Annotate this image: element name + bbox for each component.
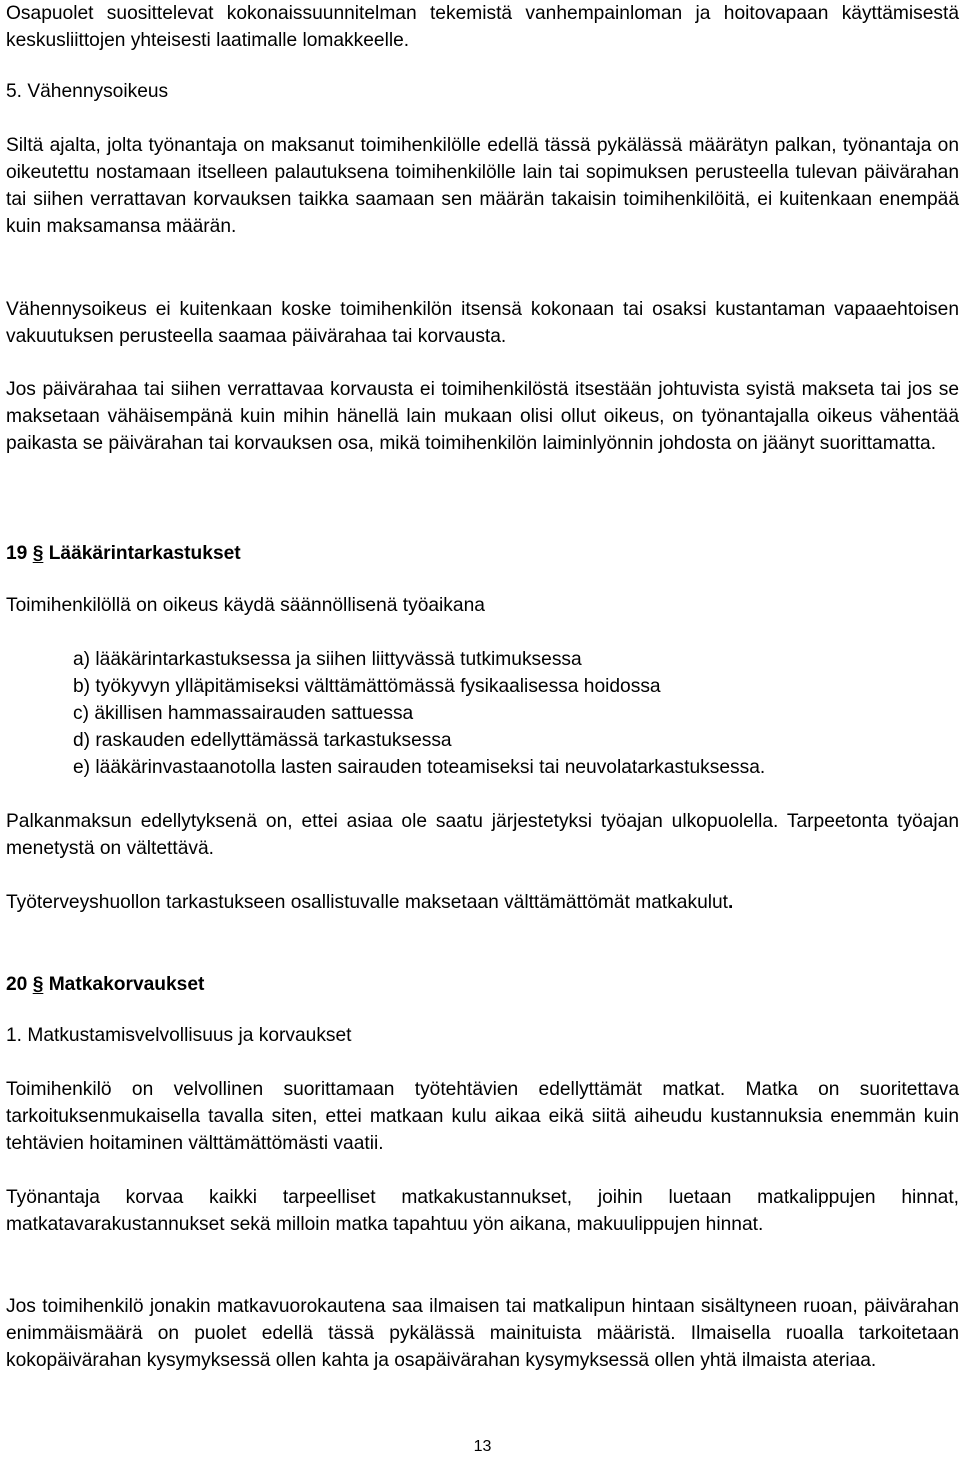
section-19-intro: Toimihenkilöllä on oikeus käydä säännöllisenä työaikana: [6, 595, 485, 616]
section-19-paragraph-3-end: .: [728, 892, 734, 913]
section-19-paragraph-3-text: Työterveyshuollon tarkastukseen osallistuvalle maksetaan välttämättömät matkakulut: [6, 892, 729, 913]
section-19-heading: [6, 540, 959, 567]
list-item: c) äkillisen hammassairauden sattuessa: [73, 703, 414, 724]
vahennys-paragraph-2: Vähennysoikeus ei kuitenkaan koske toimihenkilön itsensä kokonaan tai osaksi kustantaman vapaaehtoisen vakuutuksen perusteella saamaa päivärahaa tai korvausta.: [6, 299, 959, 347]
section-20-subtitle: 1. Matkustamisvelvollisuus ja korvaukset: [6, 1025, 352, 1046]
vahennys-paragraph-1: Siltä ajalta, jolta työnantaja on maksanut toimihenkilölle edellä tässä pykälässä määrätyn palkan, työnantaja on oikeutettu nostamaan itselleen palautuksena toimihenkilölle lain tai sopimuksen perusteella tulevan päivärahan tai siihen verrattavan korvauksen taikka saamaan sen määrän takaisin toimihenkilöitä, ei kuitenkaan enempää kuin maksamansa määrän.: [6, 135, 959, 237]
section-20-number: 20: [6, 974, 28, 995]
section-symbol: §: [32, 543, 44, 564]
section-symbol: §: [32, 974, 44, 995]
section-19-paragraph-2: Palkanmaksun edellytyksenä on, ettei asiaa ole saatu järjestetyksi työajan ulkopuolella. Tarpeetonta työajan menetystä on vältettävä.: [6, 811, 959, 859]
document-page: [6, 0, 959, 1453]
section-19-paragraph-3: [6, 889, 959, 916]
list-item: d) raskauden edellyttämässä tarkastuksessa: [73, 730, 452, 751]
section-20-paragraph-2: Työnantaja korvaa kaikki tarpeelliset matkakustannukset, joihin luetaan matkalippujen hinnat, matkatavarakustannukset sekä milloin matka tapahtuu yön aikana, makuulippujen hinnat.: [6, 1187, 959, 1235]
section-19-title: Lääkärintarkastukset: [48, 543, 241, 564]
list-item: b) työkyvyn ylläpitämiseksi välttämättömässä fysikaalisessa hoidossa: [73, 676, 661, 697]
section-20-heading: [6, 971, 959, 998]
list-item: a) lääkärintarkastuksessa ja siihen liittyvässä tutkimuksessa: [73, 649, 582, 670]
list-item: e) lääkärinvastaanotolla lasten sairauden toteamiseksi tai neuvolatarkastuksessa.: [73, 757, 766, 778]
page-number: 13: [473, 1438, 492, 1455]
section-19-list: [73, 646, 953, 781]
section-20-title: Matkakorvaukset: [48, 974, 205, 995]
intro-paragraph: Osapuolet suosittelevat kokonaissuunnitelman tekemistä vanhempainloman ja hoitovapaan käyttämisestä keskusliittojen yhteisesti laatimalle lomakkeelle.: [6, 3, 959, 51]
section-19-number: 19: [6, 543, 28, 564]
vahennys-paragraph-3: Jos päivärahaa tai siihen verrattavaa korvausta ei toimihenkilöstä itsestään johtuvista syistä makseta tai jos se maksetaan vähäisempänä kuin mihin hänellä lain mukaan olisi ollut oikeus, on työnantajalla oikeus vähentää paikasta se päivärahan tai korvauksen osa, mikä toimihenkilön laiminlyönnin johdosta on jäänyt suorittamatta.: [6, 379, 959, 454]
subsection-5-title: 5. Vähennysoikeus: [6, 81, 169, 102]
section-20-paragraph-1: Toimihenkilö on velvollinen suorittamaan työtehtävien edellyttämät matkat. Matka on suoritettava tarkoituksenmukaisella tavalla siten, ettei matkaan kulu aikaa eikä siitä aiheudu kustannuksia enemmän kuin tehtävien hoitaminen välttämättömästi vaatii.: [6, 1079, 959, 1154]
section-20-paragraph-3: Jos toimihenkilö jonakin matkavuorokautena saa ilmaisen tai matkalipun hintaan sisältyneen ruoan, päivärahan enimmäismäärä on puolet edellä tässä pykälässä mainituista määristä. Ilmaisella ruoalla tarkoitetaan kokopäivärahan kysymyksessä ollen kahta ja osapäivärahan kysymyksessä ollen yhtä ilmaista ateriaa.: [6, 1296, 959, 1371]
